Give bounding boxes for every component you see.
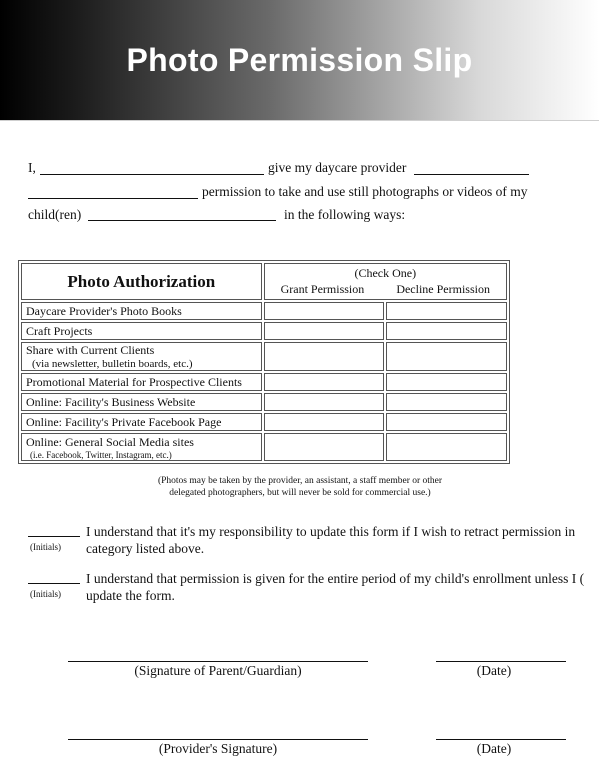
table-header-row [21, 263, 507, 300]
intro-children-label: child(ren) [28, 207, 82, 222]
intro-permission-text: permission to take and use still photographs or videos of my [202, 184, 528, 199]
photo-usage-note [140, 475, 460, 499]
parent-name-field[interactable] [40, 174, 264, 175]
statement-1 [86, 523, 591, 557]
table-row [21, 302, 507, 320]
table-row [21, 413, 507, 431]
intro-ways-text: in the following ways: [284, 207, 406, 222]
initials-label-2: (Initials) [30, 589, 61, 599]
row-label-cell [21, 433, 262, 461]
statement-1-line-2: category listed above. [86, 541, 205, 556]
initials-label-1: (Initials) [30, 542, 61, 552]
child-name-field[interactable] [88, 220, 276, 221]
provider-date-field[interactable] [436, 739, 566, 740]
row-label-cell [21, 342, 262, 371]
provider-name-field-2[interactable] [28, 198, 198, 199]
statement-2 [86, 570, 591, 604]
provider-signature-field[interactable] [68, 739, 368, 740]
decline-checkbox[interactable] [386, 413, 507, 431]
table-row [21, 342, 507, 371]
decline-checkbox[interactable] [386, 373, 507, 391]
row-label: Online: Facility's Private Facebook Page [21, 413, 262, 431]
statement-2-line-2: update the form. [86, 588, 175, 603]
grant-checkbox[interactable] [264, 433, 385, 461]
note-line-2: delegated photographers, but will never be sold for commercial use.) [169, 488, 431, 498]
intro-prefix: I, [28, 160, 36, 175]
statement-1-line-1: I understand that it's my responsibility to update this form if I wish to retract permission in [86, 524, 576, 539]
parent-signature-field[interactable] [68, 661, 368, 662]
check-one-header [264, 263, 507, 300]
table-row [21, 393, 507, 411]
decline-checkbox[interactable] [386, 322, 507, 340]
initials-field-1[interactable] [28, 536, 80, 537]
initials-field-2[interactable] [28, 583, 80, 584]
provider-date-label: (Date) [476, 741, 512, 756]
decline-checkbox[interactable] [386, 302, 507, 320]
decline-checkbox[interactable] [386, 342, 507, 371]
decline-permission-header: Decline Permission [396, 282, 490, 296]
row-label: Online: General Social Media sites [26, 434, 194, 449]
decline-checkbox[interactable] [386, 393, 507, 411]
row-sublabel: (via newsletter, bulletin boards, etc.) [32, 358, 193, 370]
parent-date-field[interactable] [436, 661, 566, 662]
page-title: Photo Permission Slip [126, 42, 473, 78]
check-one-label: (Check One) [354, 266, 417, 280]
table-row [21, 322, 507, 340]
grant-checkbox[interactable] [264, 342, 385, 371]
grant-checkbox[interactable] [264, 322, 385, 340]
grant-checkbox[interactable] [264, 302, 385, 320]
row-label: Promotional Material for Prospective Clients [21, 373, 262, 391]
header-banner [0, 0, 599, 121]
parent-date-label: (Date) [476, 663, 512, 678]
statement-2-line-1: I understand that permission is given for the entire period of my child's enrollment unless I ( [86, 571, 585, 586]
photo-authorization-table [18, 260, 510, 464]
table-row [21, 433, 507, 461]
table-row [21, 373, 507, 391]
row-label: Share with Current Clients [26, 343, 155, 357]
grant-checkbox[interactable] [264, 413, 385, 431]
grant-checkbox[interactable] [264, 373, 385, 391]
provider-signature-label: (Provider's Signature) [158, 741, 278, 756]
grant-checkbox[interactable] [264, 393, 385, 411]
row-sublabel: (i.e. Facebook, Twitter, Instagram, etc.) [30, 449, 172, 460]
row-label: Daycare Provider's Photo Books [21, 302, 262, 320]
provider-name-field[interactable] [414, 174, 529, 175]
parent-signature-label: (Signature of Parent/Guardian) [134, 663, 302, 678]
intro-provider-text: give my daycare provider [268, 160, 407, 175]
grant-permission-header: Grant Permission [280, 282, 365, 296]
row-label: Craft Projects [21, 322, 262, 340]
table-title: Photo Authorization [21, 263, 262, 300]
row-label: Online: Facility's Business Website [21, 393, 262, 411]
note-line-1: (Photos may be taken by the provider, an assistant, a staff member or other [157, 476, 443, 486]
decline-checkbox[interactable] [386, 433, 507, 461]
